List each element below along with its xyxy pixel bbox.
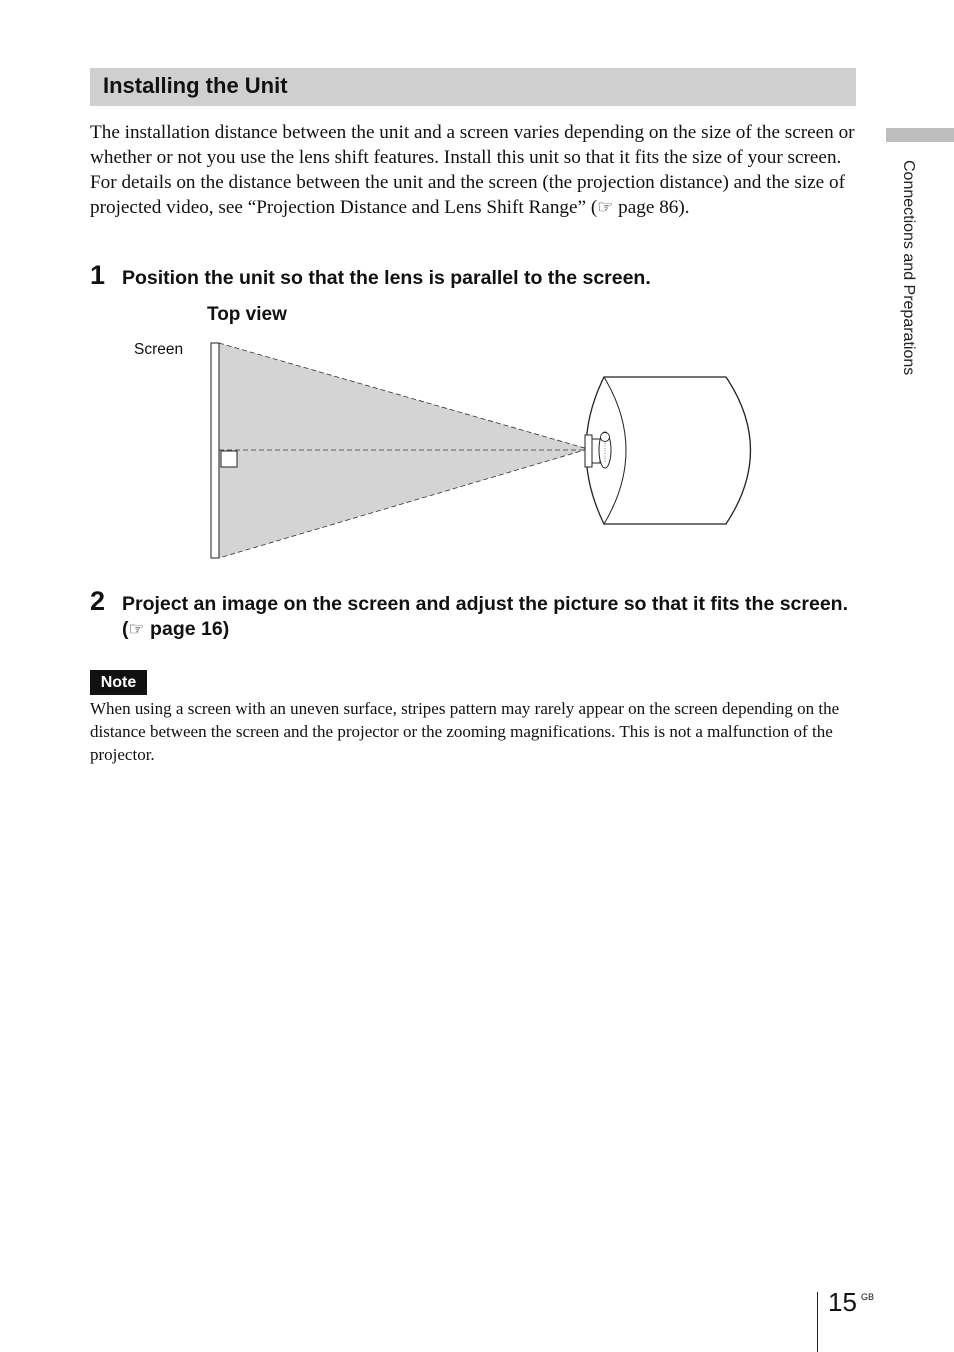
page-suffix: GB bbox=[861, 1292, 875, 1302]
screen-edge bbox=[211, 343, 219, 558]
figure-caption: Top view bbox=[207, 304, 287, 325]
intro-text: The installation distance between the unit and a screen varies depending on the size of the screen or whether or not you use the lens shift features. Install this unit so that it fits the size of your screen. For details on the distance between the unit and the screen (the projection distance) and the size of projected video, see “Projection Distance and Lens Shift Range” ( bbox=[90, 122, 855, 218]
step-2-page-ref: page 16 bbox=[144, 618, 223, 640]
side-tab-marker bbox=[886, 128, 954, 142]
note-badge: Note bbox=[90, 670, 147, 695]
projection-beam bbox=[219, 343, 588, 558]
page-number-divider bbox=[817, 1292, 818, 1352]
note-text: When using a screen with an uneven surface, stripes pattern may rarely appear on the screen depending on the distance between the screen and the projector or the zooming magnifications. This is not a malfunction of the projector. bbox=[90, 699, 840, 764]
step-2-text-main: Project an image on the screen and adjust the picture so that it fits the screen. ( bbox=[122, 593, 849, 640]
intro-text-end: ). bbox=[678, 197, 690, 218]
reference-hand-icon: ☞ bbox=[597, 197, 614, 217]
side-tab-label: Connections and Preparations bbox=[900, 160, 917, 376]
step-1-number: 1 bbox=[90, 260, 106, 290]
step-2-text bbox=[122, 592, 856, 642]
reference-hand-icon: ☞ bbox=[128, 619, 145, 639]
step-2-number: 2 bbox=[90, 586, 106, 616]
page-number: 15 bbox=[828, 1287, 857, 1317]
step-2-text-end: ) bbox=[222, 618, 230, 640]
section-header bbox=[90, 68, 856, 106]
section-title: Installing the Unit bbox=[103, 73, 288, 98]
screen-center-marker bbox=[221, 451, 237, 467]
intro-page-ref: page 86 bbox=[613, 197, 679, 218]
projector-lens-ring bbox=[585, 435, 592, 467]
screen-label: Screen bbox=[134, 341, 184, 358]
intro-paragraph bbox=[90, 120, 856, 220]
projection-diagram bbox=[200, 335, 760, 565]
step-1-text: Position the unit so that the lens is parallel to the screen. bbox=[122, 267, 651, 289]
projector-dial-knob bbox=[601, 433, 610, 442]
